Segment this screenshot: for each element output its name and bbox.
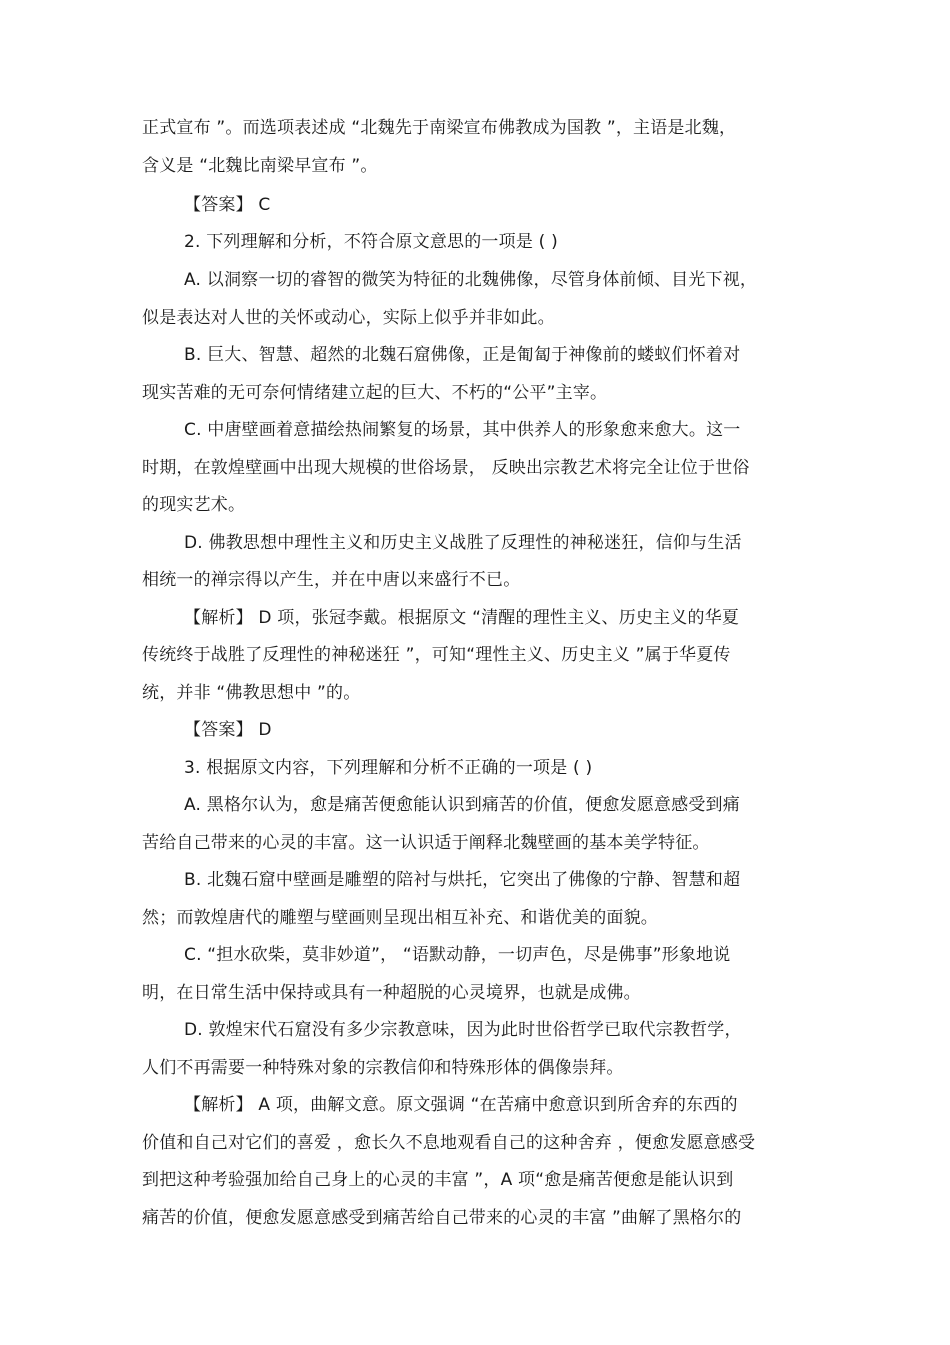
text-line: 明，在日常生活中保持或具有一种超脱的心灵境界，也就是成佛。 xyxy=(142,983,641,1003)
option-b: B. 巨大、智慧、超然的北魏石窟佛像，正是匍匐于神像前的蝼蚁们怀着对 xyxy=(184,345,741,365)
text-line: 似是表达对人世的关怀或动心，实际上似乎并非如此。 xyxy=(142,308,555,328)
option-d: D. 佛教思想中理性主义和历史主义战胜了反理性的神秘迷狂，信仰与生活 xyxy=(184,533,742,553)
text-line: 传统终于战胜了反理性的神秘迷狂 ”，可知“理性主义、历史主义 ”属于华夏传 xyxy=(142,645,731,665)
text-line: 统，并非 “佛教思想中 ”的。 xyxy=(142,683,361,703)
analysis-label: 【解析】 D 项，张冠李戴。根据原文 “清醒的理性主义、历史主义的华夏 xyxy=(184,608,740,628)
option-b: B. 北魏石窟中壁画是雕塑的陪衬与烘托，它突出了佛像的宁静、智慧和超 xyxy=(184,870,741,890)
option-c: C. 中唐壁画着意描绘热闹繁复的场景，其中供养人的形象愈来愈大。这一 xyxy=(184,420,741,440)
text-line: 相统一的禅宗得以产生，并在中唐以来盛行不已。 xyxy=(142,570,521,590)
text-line: 价值和自己对它们的喜爱 ，愈长久不息地观看自己的这种舍弃 ，便愈发愿意感受 xyxy=(142,1133,756,1153)
analysis-label: 【解析】 A 项，曲解文意。原文强调 “在苦痛中愈意识到所舍弃的东西的 xyxy=(184,1095,738,1115)
text-line: 到把这种考验强加给自己身上的心灵的丰富 ”，A 项“愈是痛苦便愈是能认识到 xyxy=(142,1170,734,1190)
text-line: 现实苦难的无可奈何情绪建立起的巨大、不朽的“公平”主宰。 xyxy=(142,383,608,403)
option-c: C. “担水砍柴，莫非妙道”， “语默动静，一切声色，尽是佛事”形象地说 xyxy=(184,945,731,965)
text-line: 含义是 “北魏比南梁早宣布 ”。 xyxy=(142,156,378,176)
text-line: 的现实艺术。 xyxy=(142,495,246,515)
text-line: 正式宣布 ”。而选项表述成 “北魏先于南梁宣布佛教成为国教 ”，主语是北魏， xyxy=(142,118,737,138)
text-line: 时期，在敦煌壁画中出现大规模的世俗场景， 反映出宗教艺术将完全让位于世俗 xyxy=(142,458,750,478)
option-a: A. 以洞察一切的睿智的微笑为特征的北魏佛像，尽管身体前倾、目光下视， xyxy=(184,270,758,290)
question-2-stem: 2. 下列理解和分析，不符合原文意思的一项是 ( ) xyxy=(184,232,558,252)
text-line: 痛苦的价值，便愈发愿意感受到痛苦给自己带来的心灵的丰富 ”曲解了黑格尔的 xyxy=(142,1208,742,1228)
text-line: 苦给自己带来的心灵的丰富。这一认识适于阐释北魏壁画的基本美学特征。 xyxy=(142,833,710,853)
answer-label: 【答案】 D xyxy=(184,720,272,740)
text-line: 人们不再需要一种特殊对象的宗教信仰和特殊形体的偶像崇拜。 xyxy=(142,1058,624,1078)
option-d: D. 敦煌宋代石窟没有多少宗教意味，因为此时世俗哲学已取代宗教哲学， xyxy=(184,1020,742,1040)
text-line: 然；而敦煌唐代的雕塑与壁画则呈现出相互补充、和谐优美的面貌。 xyxy=(142,908,658,928)
answer-label: 【答案】 C xyxy=(184,195,271,215)
question-3-stem: 3. 根据原文内容，下列理解和分析不正确的一项是 ( ) xyxy=(184,758,593,778)
option-a: A. 黑格尔认为，愈是痛苦便愈能认识到痛苦的价值，便愈发愿意感受到痛 xyxy=(184,795,740,815)
